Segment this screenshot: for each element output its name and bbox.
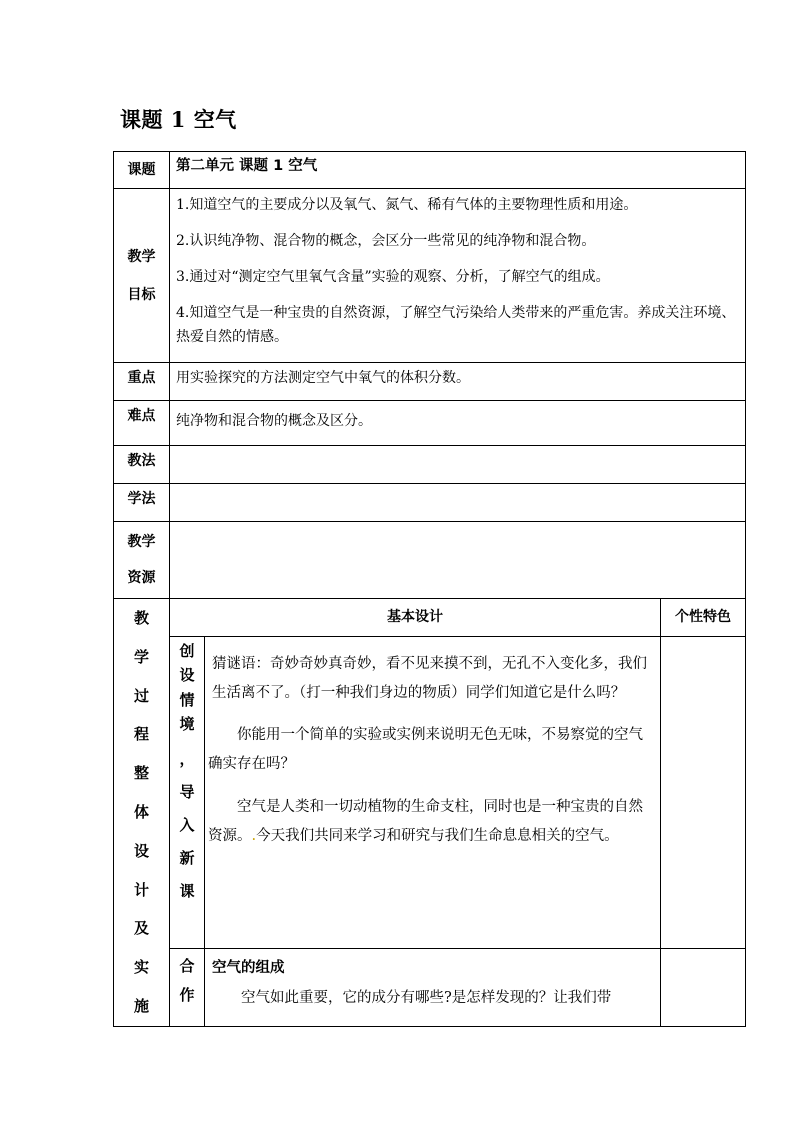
learning-method-label: 学法 <box>114 484 170 522</box>
section-cooperation-label <box>170 948 205 1026</box>
section-intro-label-char: 设 <box>179 666 195 685</box>
objectives-row <box>114 189 746 363</box>
process-label-char: 及 <box>133 919 149 938</box>
section-intro-label-char: ， <box>179 749 195 768</box>
process-label-char: 实 <box>133 958 149 977</box>
intro-paragraph-importance: 空气是人类和一切动植物的生命支柱，同时也是一种宝贵的自然资源。.今天我们共同来学习和研究与我们生命息息相关的空气。 <box>208 798 643 844</box>
section-cooperation-content <box>205 948 661 1026</box>
teaching-method-value <box>170 446 746 484</box>
topic-value: 第二单元 课题 1 空气 <box>170 152 746 189</box>
lesson-plan-table <box>113 151 746 1027</box>
objectives-label-line1: 教学 <box>127 248 156 265</box>
objective-item: 2.认识纯净物、混合物的概念，会区分一些常见的纯净物和混合物。 <box>176 233 596 249</box>
key-point-value: 用实验探究的方法测定空气中氧气的体积分数。 <box>170 363 746 401</box>
section-intro-row <box>114 636 746 948</box>
difficulty-value: 纯净物和混合物的概念及区分。 <box>170 401 746 446</box>
intro-paragraph-riddle: 猜谜语：奇妙奇妙真奇妙，看不见来摸不到，无孔不入变化多，我们生活离不了。（打一种我们身边的物质）同学们知道它是什么吗？ <box>212 655 647 701</box>
resources-row <box>114 522 746 599</box>
objectives-list <box>170 189 746 363</box>
intro-paragraph-experiment: 你能用一个简单的实验或实例来说明无色无味，不易察觉的空气确实存在吗？ <box>208 726 643 772</box>
process-label-char: 程 <box>133 725 149 744</box>
basic-design-header: 基本设计 <box>170 599 661 637</box>
resources-label <box>114 522 170 599</box>
key-point-row <box>114 363 746 401</box>
objectives-label <box>114 189 170 363</box>
section-intro-label-char: 入 <box>179 815 195 834</box>
process-label-char: 计 <box>133 880 149 899</box>
section-intro-label-char: 课 <box>179 881 195 900</box>
section-intro-label <box>170 636 205 948</box>
section-intro-label-char: 导 <box>179 782 195 801</box>
teaching-method-label: 教法 <box>114 446 170 484</box>
process-label-char: 设 <box>133 841 149 860</box>
resources-label-line2: 资源 <box>127 570 156 586</box>
document-title: 课题 1 空气 <box>120 107 237 132</box>
objective-item: 1.知道空气的主要成分以及氧气、氮气、稀有气体的主要物理性质和用途。 <box>176 197 638 213</box>
topic-label: 课题 <box>114 152 170 189</box>
process-label-char: 整 <box>133 764 149 783</box>
stray-dot: . <box>251 827 257 844</box>
resources-value <box>170 522 746 599</box>
process-label-char: 学 <box>133 647 149 666</box>
process-label-char: 过 <box>133 686 149 705</box>
difficulty-label: 难点 <box>114 401 170 446</box>
process-label-char: 体 <box>133 802 149 821</box>
section-intro-label-char: 创 <box>179 641 195 660</box>
section-intro-content <box>205 636 661 948</box>
learning-method-value <box>170 484 746 522</box>
section-cooperation-label-char: 合 <box>179 956 195 975</box>
objective-item: 3.通过对“测定空气里氧气含量”实验的观察、分析，了解空气的组成。 <box>176 269 610 285</box>
key-point-label: 重点 <box>114 363 170 401</box>
process-label-char: 施 <box>133 996 149 1015</box>
personal-feature-header: 个性特色 <box>661 599 746 637</box>
section-intro-label-char: 新 <box>179 848 195 867</box>
cooperation-paragraph: 空气如此重要，它的成分有哪些?是怎样发现的？让我们带 <box>241 989 612 1006</box>
process-label <box>114 599 170 1027</box>
objectives-label-line2: 目标 <box>127 286 156 303</box>
air-composition-heading: 空气的组成 <box>212 959 285 976</box>
topic-row <box>114 152 746 189</box>
section-cooperation-feature <box>661 948 746 1026</box>
difficulty-row <box>114 401 746 446</box>
process-header-row <box>114 599 746 637</box>
section-cooperation-label-char: 作 <box>179 985 195 1004</box>
section-intro-feature <box>661 636 746 948</box>
section-intro-label-char: 情 <box>179 690 195 709</box>
section-cooperation-row <box>114 948 746 1026</box>
process-label-char: 教 <box>133 609 149 627</box>
section-intro-label-char: 境 <box>179 715 195 734</box>
teaching-method-row <box>114 446 746 484</box>
resources-label-line1: 教学 <box>127 534 156 550</box>
objective-item: 4.知道空气是一种宝贵的自然资源，了解空气污染给人类带来的严重危害。养成关注环境、热爱自然的情感。 <box>176 305 736 345</box>
learning-method-row <box>114 484 746 522</box>
